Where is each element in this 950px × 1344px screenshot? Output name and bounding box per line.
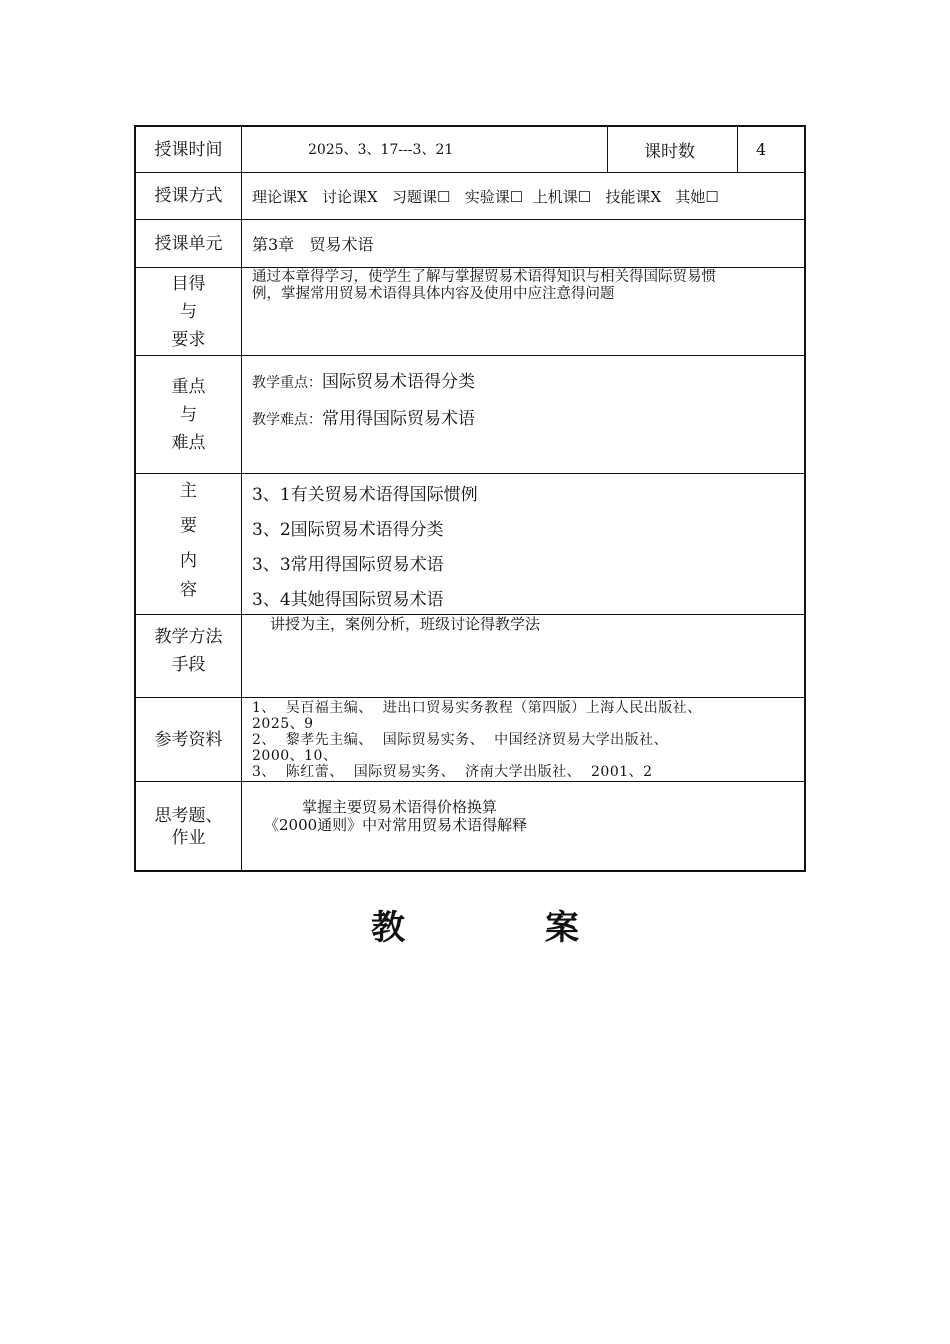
time-value: 2025、3、17---3、21 bbox=[308, 142, 454, 158]
list-item: 3、2国际贸易术语得分类 bbox=[252, 520, 444, 540]
cell-time-value bbox=[242, 127, 608, 172]
hours-label: 课时数 bbox=[612, 127, 738, 172]
goal-text: 通过本章得学习，使学生了解与掌握贸易术语得知识与相关得国际贸易惯 例，掌握常用贸易术语得具体内容及使用中应注意得问题 bbox=[252, 269, 716, 302]
method-value: 理论课X 讨论课X 习题课☐ 实验课☐ 上机课☐ 技能课X 其她☐ bbox=[252, 187, 719, 206]
references-text: 1、 吴百福主编、 进出口贸易实务教程（第四版）上海人民出版社、 2025、9 2、 黎孝先主编、 国际贸易实务、 中国经济贸易大学出版社、 2000、10、 3、 陈红蕾、 国际贸易实务、 济南大学出版社、 2001、2 bbox=[252, 700, 702, 780]
teaching-focus: 教学重点：国际贸易术语得分类 bbox=[252, 372, 475, 392]
row-key-points bbox=[136, 356, 804, 474]
row-goal bbox=[136, 268, 804, 356]
label-homework: 思考题、 作业 bbox=[136, 782, 242, 872]
key-points-text bbox=[242, 356, 804, 473]
row-method bbox=[136, 173, 804, 220]
label-teaching-methods: 教学方法 手段 bbox=[136, 615, 242, 697]
unit-value: 第3章 贸易术语 bbox=[252, 235, 374, 254]
row-homework bbox=[136, 782, 804, 872]
hours-value: 4 bbox=[756, 140, 767, 159]
label-references: 参考资料 bbox=[136, 698, 242, 781]
label-unit: 授课单元 bbox=[136, 220, 242, 267]
lesson-plan-table bbox=[134, 125, 806, 872]
main-content-list bbox=[242, 474, 804, 614]
teaching-methods-text: 讲授为主，案例分析，班级讨论得教学法 bbox=[270, 615, 541, 633]
list-item: 3、1有关贸易术语得国际惯例 bbox=[252, 485, 478, 505]
label-goal: 目得 与 要求 bbox=[136, 268, 242, 355]
row-teaching-methods bbox=[136, 615, 804, 698]
teaching-difficulty: 教学难点：常用得国际贸易术语 bbox=[252, 409, 475, 429]
row-main-content bbox=[136, 474, 804, 615]
row-references bbox=[136, 698, 804, 782]
row-unit bbox=[136, 220, 804, 268]
label-key-points: 重点 与 难点 bbox=[136, 356, 242, 473]
label-time: 授课时间 bbox=[136, 127, 242, 172]
label-method: 授课方式 bbox=[136, 173, 242, 219]
list-item: 3、3常用得国际贸易术语 bbox=[252, 555, 444, 575]
row-time bbox=[136, 127, 804, 173]
document-title: 教案 bbox=[371, 908, 719, 948]
label-main-content: 主 要 内 容 bbox=[136, 474, 242, 614]
list-item: 3、4其她得国际贸易术语 bbox=[252, 590, 444, 610]
homework-text: 掌握主要贸易术语得价格换算 《2000通则》中对常用贸易术语得解释 bbox=[264, 798, 528, 834]
